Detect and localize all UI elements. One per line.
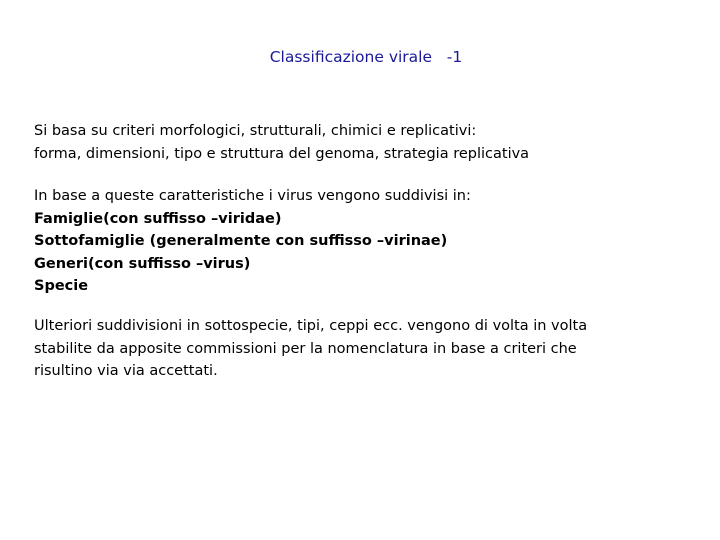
taxonomy-item-specie: Specie (34, 278, 89, 294)
further-line: risultino via via accettati. (34, 363, 218, 379)
taxonomy-list (34, 185, 471, 298)
further-line: Ulteriori suddivisioni in sottospecie, tipi, ceppi ecc. vengono di volta in volta (34, 318, 588, 334)
taxonomy-item-sottofamiglie: Sottofamiglie (generalmente con suffisso –virinae) (34, 233, 448, 249)
slide-title: Classificazione virale -1 (269, 48, 463, 66)
taxonomy-item-famiglie: Famiglie(con suffisso –viridae) (34, 210, 282, 227)
taxonomy-lead: In base a queste caratteristiche i virus vengono suddivisi in: (34, 188, 471, 204)
intro-line: Si basa su criteri morfologici, strutturali, chimici e replicativi: (34, 123, 477, 139)
intro-paragraph (34, 120, 529, 165)
further-line: stabilite da apposite commissioni per la nomenclatura in base a criteri che (34, 340, 577, 357)
further-paragraph (34, 315, 587, 383)
intro-line: forma, dimensioni, tipo e struttura del genoma, strategia replicativa (34, 145, 530, 162)
taxonomy-item-generi: Generi(con suffisso –virus) (34, 255, 251, 272)
